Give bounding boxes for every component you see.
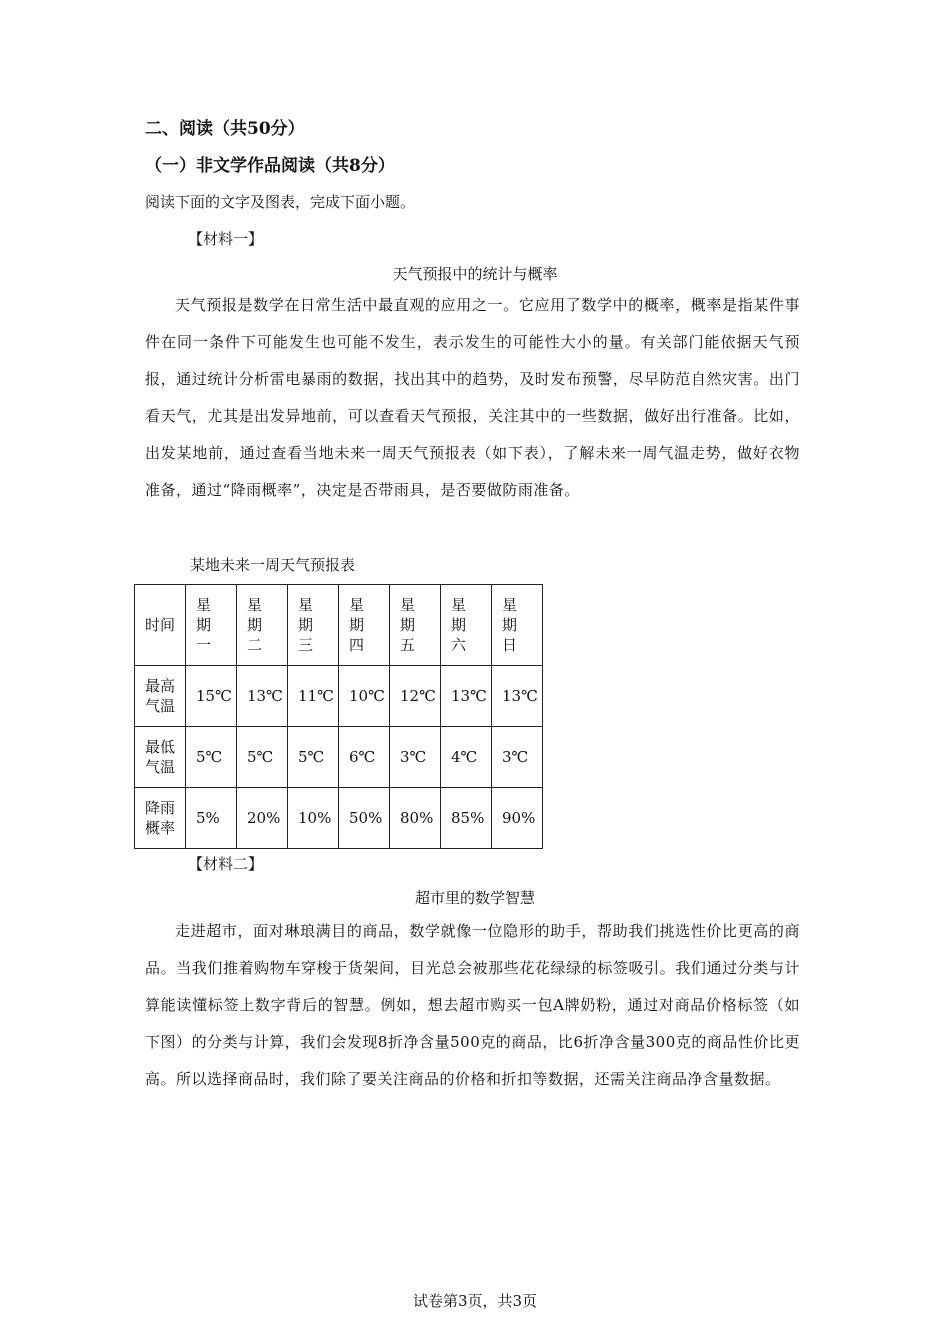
row-header-rain: 降雨概率 [145,799,176,837]
rain-prob-cell: 80% [390,788,441,849]
material1-title: 天气预报中的统计与概率 [392,265,558,283]
low-temp-cell: 6℃ [339,727,390,788]
rain-prob-cell: 50% [339,788,390,849]
high-temp-cell: 13℃ [451,687,487,705]
material2-paragraph: 走进超市，面对琳琅满目的商品，数学就像一位隐形的助手，帮助我们挑选性价比更高的商品。当我们推着购物车穿梭于货架间，目光总会被那些花花绿绿的标签吸引。我们通过分类与计算能读懂标签上数字背后的智慧。例如，想去超市购买一包A牌奶粉，通过对商品价格标签（如下图）的分类与计算，我们会发现8折净含量500克的商品，比6折净含量300克的商品性价比更高。所以选择商品时，我们除了要关注商品的价格和折扣等数据，还需关注商品净含量数据。 [145,922,800,1088]
day-cell: 星期二 [247,596,263,654]
material2-title: 超市里的数学智慧 [414,889,535,907]
subsection-title: （一）非文学作品阅读（共8分） [145,156,395,176]
instruction-text: 阅读下面的文字及图表，完成下面小题。 [145,193,416,211]
day-cell: 星期五 [400,596,416,654]
high-temp-cell: 13℃ [502,687,538,705]
table-row-rain [135,788,543,849]
day-cell: 星期日 [502,596,518,654]
rain-prob-cell: 10% [288,788,339,849]
rain-prob-cell: 20% [237,788,288,849]
low-temp-cell: 4℃ [441,727,492,788]
high-temp-cell: 10℃ [349,687,385,705]
material2-label: 【材料二】 [188,855,264,873]
day-cell: 星期四 [349,596,365,654]
material1-label: 【材料一】 [188,230,264,248]
section-title: 二、阅读（共50分） [145,119,305,139]
low-temp-cell: 5℃ [186,727,237,788]
table-row-high-temp [135,666,543,727]
low-temp-cell: 5℃ [288,727,339,788]
weather-forecast-table [134,584,543,849]
high-temp-cell: 15℃ [196,687,232,705]
day-cell: 星期六 [451,596,467,654]
rain-prob-cell: 5% [186,788,237,849]
row-header-high-temp: 最高气温 [145,677,176,715]
low-temp-cell: 3℃ [492,727,543,788]
rain-prob-cell: 90% [492,788,543,849]
low-temp-cell: 5℃ [237,727,288,788]
table-row-low-temp [135,727,543,788]
high-temp-cell: 13℃ [247,687,283,705]
row-header-time: 时间 [135,585,186,666]
day-cell: 星期一 [196,596,212,654]
low-temp-cell: 3℃ [390,727,441,788]
table-row-time [135,585,543,666]
material1-paragraph: 天气预报是数学在日常生活中最直观的应用之一。它应用了数学中的概率，概率是指某件事件在同一条件下可能发生也可能不发生，表示发生的可能性大小的量。有关部门能依据天气预报，通过统计分析雷电暴雨的数据，找出其中的趋势，及时发布预警，尽早防范自然灾害。出门看天气，尤其是出发异地前，可以查看天气预报，关注其中的一些数据，做好出行准备。比如，出发某地前，通过查看当地未来一周天气预报表（如下表），了解未来一周气温走势，做好衣物准备，通过“降雨概率”，决定是否带雨具，是否要做防雨准备。 [145,296,800,499]
high-temp-cell: 12℃ [400,687,436,705]
table-caption: 某地未来一周天气预报表 [190,556,356,574]
rain-prob-cell: 85% [441,788,492,849]
day-cell: 星期三 [298,596,314,654]
high-temp-cell: 11℃ [298,687,334,705]
page-footer: 试卷第3页，共3页 [412,1292,538,1310]
row-header-low-temp: 最低气温 [145,738,176,776]
